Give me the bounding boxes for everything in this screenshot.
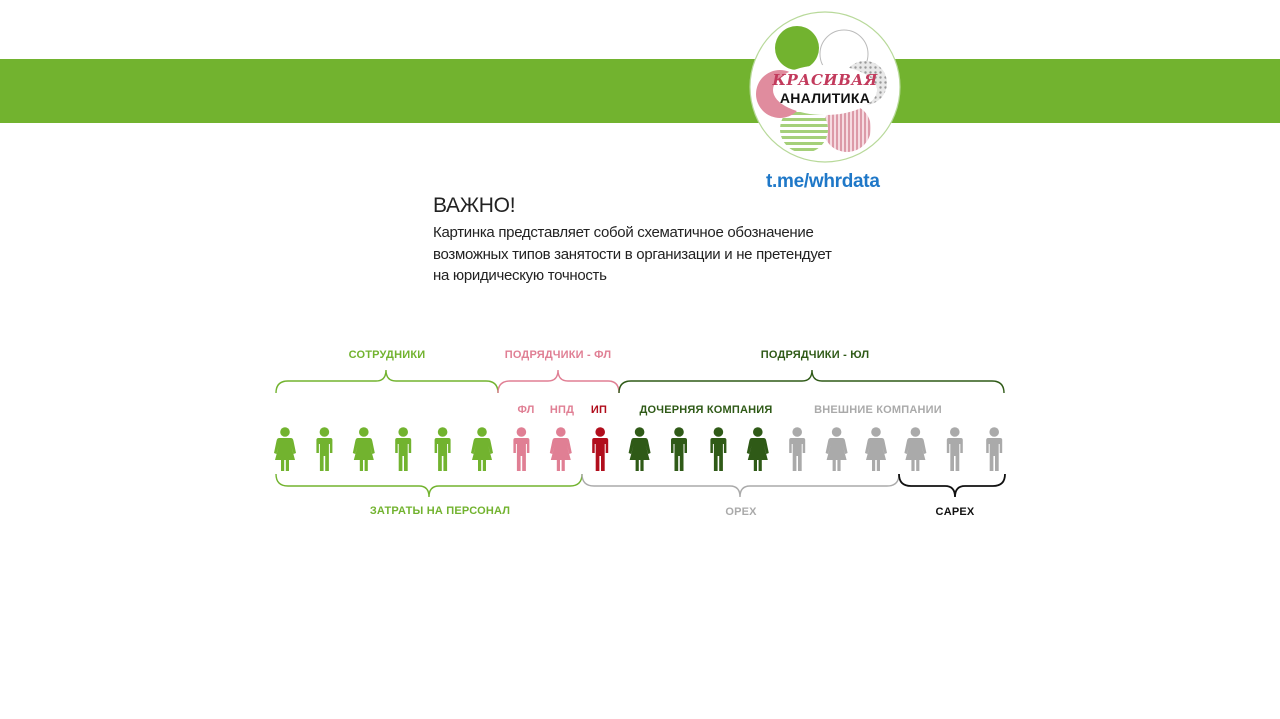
label-contractors-individuals: ПОДРЯДЧИКИ - ФЛ — [504, 349, 612, 361]
woman-figure-icon — [904, 427, 926, 471]
man-figure-icon — [947, 427, 963, 471]
brace-contractors-individuals — [498, 370, 619, 393]
label-individual: ФЛ — [517, 404, 535, 416]
brace-capex — [899, 474, 1005, 497]
label-capex: CAPEX — [935, 506, 975, 518]
label-employees: СОТРУДНИКИ — [348, 349, 426, 361]
brace-personnel-costs — [276, 474, 582, 497]
woman-figure-icon — [865, 427, 887, 471]
man-figure-icon — [592, 427, 608, 471]
label-subsidiary: ДОЧЕРНЯЯ КОМПАНИЯ — [639, 404, 773, 416]
man-figure-icon — [513, 427, 529, 471]
woman-figure-icon — [353, 427, 375, 471]
man-figure-icon — [395, 427, 411, 471]
woman-figure-icon — [550, 427, 572, 471]
label-personnel-costs: ЗАТРАТЫ НА ПЕРСОНАЛ — [369, 505, 511, 517]
logo-line-1: КРАСИВАЯ — [772, 71, 878, 89]
disclaimer-text: Картинка представляет собой схематичное обозначение возможных типов занятости в организации и не претендует на юридическую точность — [433, 224, 832, 284]
man-figure-icon — [671, 427, 687, 471]
man-figure-icon — [316, 427, 332, 471]
woman-figure-icon — [629, 427, 651, 471]
man-figure-icon — [710, 427, 726, 471]
brace-employees — [276, 370, 498, 393]
brace-contractors-legal — [619, 370, 1004, 393]
woman-figure-icon — [826, 427, 848, 471]
label-external-companies: ВНЕШНИЕ КОМПАНИИ — [814, 404, 942, 416]
disclaimer-heading: ВАЖНО! — [433, 194, 516, 217]
man-figure-icon — [789, 427, 805, 471]
woman-figure-icon — [471, 427, 493, 471]
label-contractors-legal: ПОДРЯДЧИКИ - ЮЛ — [760, 349, 870, 361]
label-opex: OPEX — [725, 506, 757, 518]
woman-figure-icon — [747, 427, 769, 471]
telegram-link[interactable]: t.me/whrdata — [766, 171, 880, 192]
man-figure-icon — [986, 427, 1002, 471]
label-sole-proprietor: ИП — [590, 404, 608, 416]
label-self-employed: НПД — [549, 404, 575, 416]
people-row — [274, 427, 1002, 471]
man-figure-icon — [435, 427, 451, 471]
logo-line-2: АНАЛИТИКА — [779, 90, 871, 106]
woman-figure-icon — [274, 427, 296, 471]
brace-opex — [582, 474, 899, 497]
